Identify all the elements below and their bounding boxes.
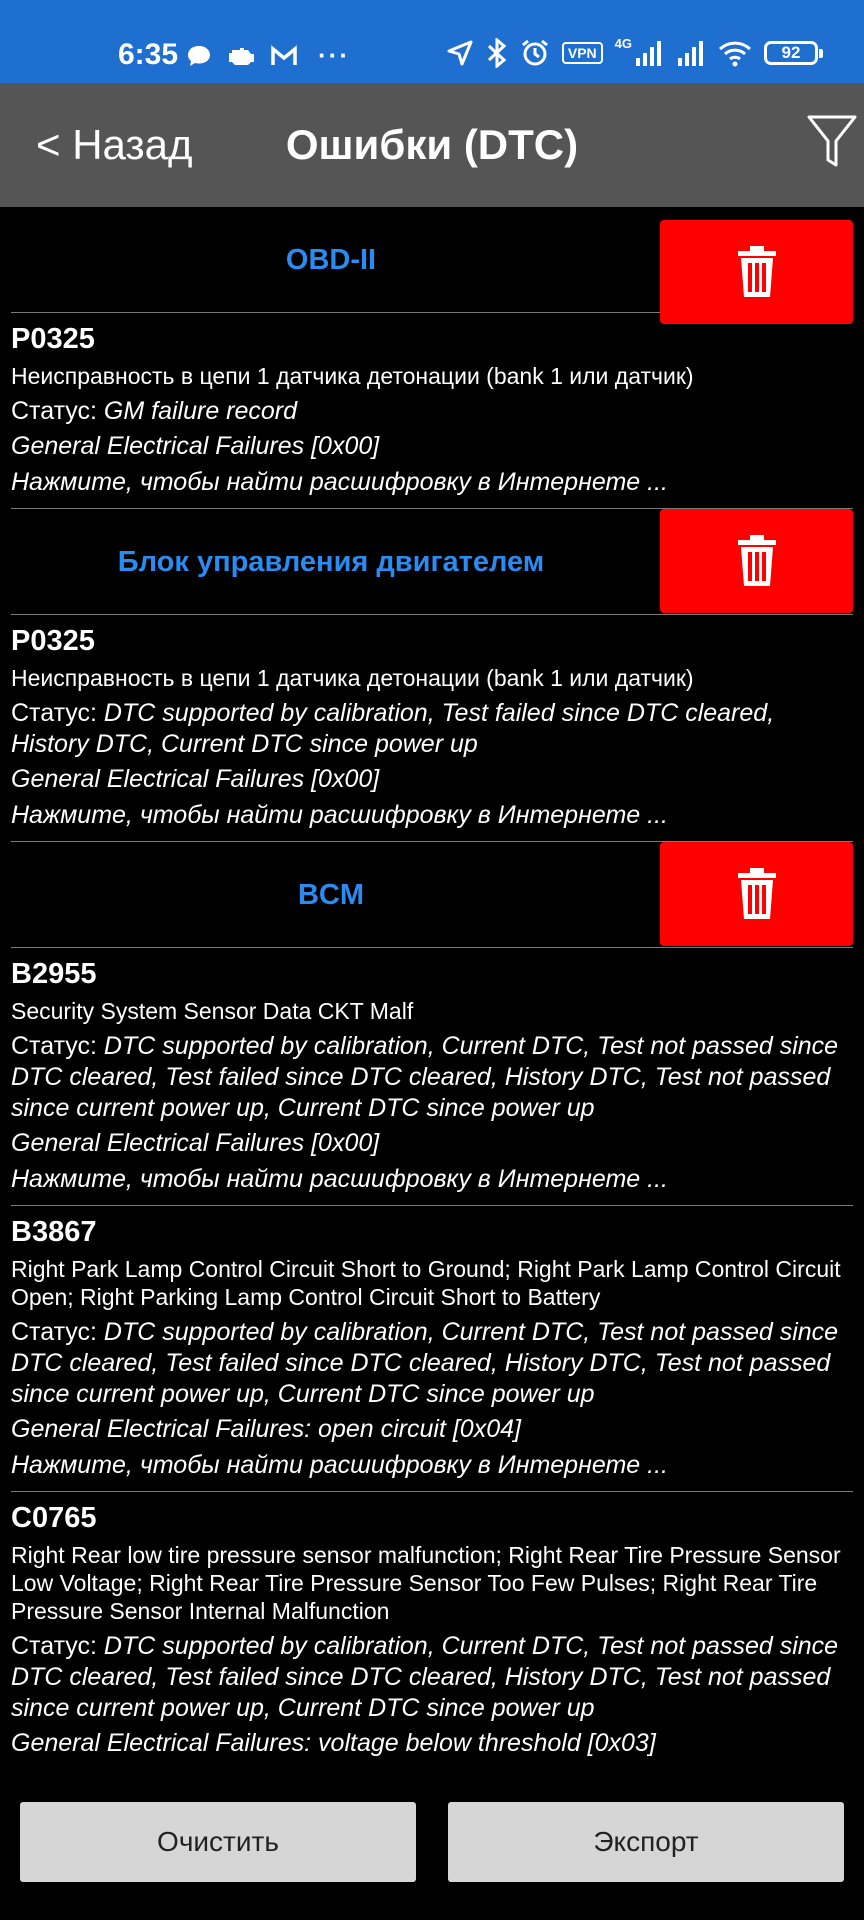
status-label: Статус: — [11, 1632, 104, 1660]
system-icons — [446, 35, 818, 68]
dtc-item[interactable] — [11, 615, 853, 842]
dtc-item[interactable] — [11, 313, 853, 509]
dtc-description: Неисправность в цепи 1 датчика детонации (bank 1 или датчик) — [11, 665, 694, 691]
status-value: DTC supported by calibration, Current DTC, Test not passed since DTC cleared, Test failed since DTC cleared, History DTC, Test not passed since current power up, Current DTC since power up — [11, 1318, 839, 1408]
dtc-description: Right Rear low tire pressure sensor malfunction; Right Rear Tire Pressure Sensor Low Voltage; Right Rear Tire Pressure Sensor Too Few Pulses; Right Rear Tire Pressure Sensor Internal Malfunction — [11, 1542, 841, 1624]
status-bar — [0, 0, 864, 83]
signal-icon-2 — [676, 40, 706, 66]
trash-icon — [736, 867, 778, 921]
module-header-obd2 — [11, 207, 853, 313]
network-type-label: 4G — [614, 35, 632, 51]
status-time: 6:35 — [118, 38, 179, 71]
module-header-ecu — [11, 509, 853, 615]
dtc-failure-type: General Electrical Failures [0x00] — [11, 432, 380, 460]
page-title: Ошибки (DTC) — [285, 121, 579, 168]
search-online-link[interactable]: Нажмите, чтобы найти расшифровку в Интернете ... — [11, 1165, 668, 1193]
search-online-link[interactable]: Нажмите, чтобы найти расшифровку в Интернете ... — [11, 801, 668, 829]
module-title: BCM — [297, 879, 365, 911]
dtc-code: B2955 — [11, 958, 97, 990]
dtc-status — [11, 396, 853, 427]
dtc-failure-type: General Electrical Failures: open circuit [0x04] — [11, 1415, 521, 1443]
trash-icon — [736, 534, 778, 588]
status-label: Статус: — [11, 1032, 104, 1060]
status-value: DTC supported by calibration, Current DTC, Test not passed since DTC cleared, Test failed since DTC cleared, History DTC, Test not passed since current power up, Current DTC since power up — [11, 1032, 839, 1122]
battery-icon: 92 — [764, 41, 818, 65]
dtc-status — [11, 1031, 853, 1124]
dtc-status — [11, 1631, 853, 1724]
delete-button[interactable] — [660, 509, 853, 613]
delete-button[interactable] — [660, 220, 853, 324]
module-header-bcm — [11, 842, 853, 948]
vpn-icon: VPN — [562, 42, 603, 64]
filter-icon[interactable] — [806, 113, 858, 171]
dtc-code: P0325 — [11, 625, 95, 657]
dtc-code: C0765 — [11, 1502, 97, 1534]
dtc-description: Неисправность в цепи 1 датчика детонации (bank 1 или датчик) — [11, 363, 694, 389]
dtc-failure-type: General Electrical Failures [0x00] — [11, 1129, 380, 1157]
status-value: DTC supported by calibration, Current DTC, Test not passed since DTC cleared, Test failed since DTC cleared, History DTC, Test not passed since current power up, Current DTC since power up — [11, 1632, 839, 1722]
search-online-link[interactable]: Нажмите, чтобы найти расшифровку в Интернете ... — [11, 468, 668, 496]
delete-button[interactable] — [660, 842, 853, 946]
dtc-description: Security System Sensor Data CKT Malf — [11, 998, 414, 1024]
module-title: Блок управления двигателем — [117, 546, 545, 578]
engine-icon — [226, 45, 256, 67]
dtc-item[interactable] — [11, 1492, 853, 1769]
dtc-item[interactable] — [11, 948, 853, 1206]
chat-icon — [186, 44, 212, 68]
signal-icon — [634, 40, 664, 66]
wifi-icon — [718, 39, 752, 67]
gmail-icon — [270, 45, 298, 67]
bottom-bar — [0, 1760, 864, 1920]
status-label: Статус: — [11, 699, 104, 727]
app-header — [0, 83, 864, 207]
dtc-failure-type: General Electrical Failures: voltage below threshold [0x03] — [11, 1729, 656, 1757]
bluetooth-icon — [486, 38, 508, 68]
search-online-link[interactable]: Нажмите, чтобы найти расшифровку в Интернете ... — [11, 1451, 668, 1479]
trash-icon — [736, 245, 778, 299]
module-title: OBD-II — [285, 244, 377, 276]
status-label: Статус: — [11, 397, 104, 425]
dtc-code: B3867 — [11, 1216, 97, 1248]
status-value: GM failure record — [103, 397, 298, 425]
dtc-list — [0, 207, 864, 1769]
more-icon: ··· — [318, 40, 350, 70]
dtc-item[interactable] — [11, 1206, 853, 1492]
dtc-code: P0325 — [11, 323, 95, 355]
export-button[interactable]: Экспорт — [448, 1802, 844, 1882]
status-value: DTC supported by calibration, Test failed since DTC cleared, History DTC, Current DTC since power up — [11, 699, 775, 758]
clear-button[interactable]: Очистить — [20, 1802, 416, 1882]
dtc-description: Right Park Lamp Control Circuit Short to Ground; Right Park Lamp Control Circuit Open; Right Parking Lamp Control Circuit Short to Battery — [11, 1256, 841, 1310]
notification-icons — [186, 40, 350, 71]
status-label: Статус: — [11, 1318, 104, 1346]
dtc-failure-type: General Electrical Failures [0x00] — [11, 765, 380, 793]
location-icon — [446, 39, 474, 67]
dtc-status — [11, 1317, 853, 1410]
back-button[interactable]: < Назад — [36, 121, 193, 168]
dtc-status — [11, 698, 853, 760]
alarm-icon — [520, 38, 550, 68]
